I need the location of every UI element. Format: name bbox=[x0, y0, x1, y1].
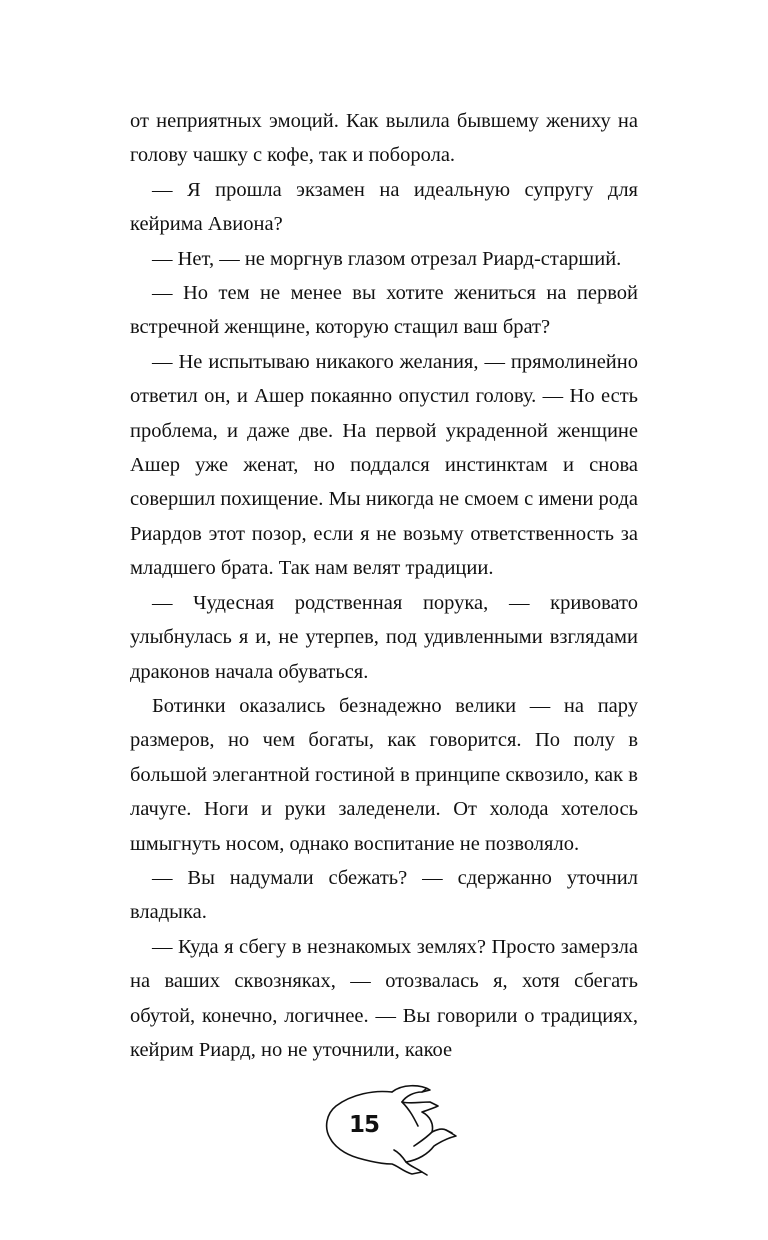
page-folio bbox=[322, 1080, 462, 1180]
paragraph-dialogue: — Чудесная родственная порука, — кривовато улыбнулась я и, не утерпев, под удивленными взглядами драконов начала обуваться. bbox=[130, 591, 638, 683]
paragraph-narrative: Ботинки оказались безнадежно велики — на пару размеров, но чем богаты, как говорится. По полу в большой элегантной гостиной в принципе сквозило, как в лачуге. Ноги и руки заледенели. От холода хотелось шмыгнуть носом, однако воспитание не позволяло. bbox=[130, 694, 638, 855]
page-body-text bbox=[130, 104, 638, 1067]
paragraph-dialogue: — Вы надумали сбежать? — сдержанно уточнил владыка. bbox=[130, 866, 638, 924]
paragraph-dialogue: — Но тем не менее вы хотите жениться на первой встречной женщине, которую стащил ваш брат? bbox=[130, 282, 638, 339]
paragraph-dialogue: — Куда я сбегу в незнакомых землях? Просто замерзла на ваших сквозняках, — отозвалась я, хотя сбегать обутой, конечно, логичнее. — Вы говорили о традициях, кейрим Риард, но не уточнили, какое bbox=[130, 935, 638, 1061]
paragraph-dialogue: — Нет, — не моргнув глазом отрезал Риард-старший. bbox=[152, 247, 622, 270]
paragraph-continued: от неприятных эмоций. Как вылила бывшему жениху на голову чашку с кофе, так и поборола. bbox=[130, 110, 638, 167]
page-number: 15 bbox=[348, 1112, 379, 1138]
paragraph-dialogue: — Не испытываю никакого желания, — прямолинейно ответил он, и Ашер покаянно опустил голову. — Но есть проблема, и даже две. На первой украденной женщине Ашер уже женат, но поддался инстинктам и снова совершил похищение. Мы никогда не смоем с имени рода Риардов этот позор, если я не возьму ответственность за младшего брата. Так нам велят традиции. bbox=[130, 350, 638, 580]
paragraph-dialogue: — Я прошла экзамен на идеальную супругу для кейрима Авиона? bbox=[130, 178, 638, 236]
